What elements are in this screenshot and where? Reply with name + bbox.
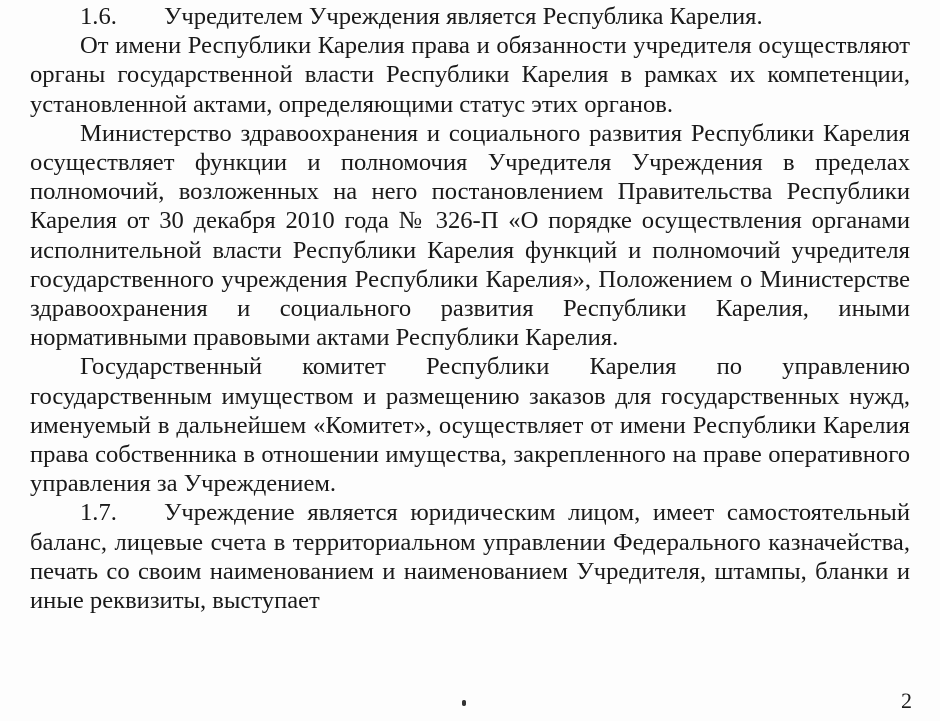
paragraph-text: От имени Республики Карелия права и обязанности учредителя осуществляют органы государственной власти Республики Карелия в рамках их компетенции, установленной актами, определяющими статус этих органов. [30,32,910,118]
paragraph-1-6 [30,2,910,31]
paragraph-text: Министерство здравоохранения и социального развития Республики Карелия осуществляет функции и полномочия Учредителя Учреждения в пределах полномочий, возложенных на него постановлением Правительства Республики Карелия от 30 декабря 2010 года № 326-П «О порядке осуществления органами исполнительной власти Республики Карелия функций и полномочий учредителя государственного учреждения Республики Карелия», Положением о Министерстве здравоохранения и социального развития Республики Карелия, иными нормативными правовыми актами Республики Карелия. [30,119,910,352]
paragraph-founder-rights [30,31,910,119]
paragraph-1-7 [30,498,910,615]
document-body [30,2,910,615]
paragraph-text: Государственный комитет Республики Карелия по управлению государственным имуществом и размещению заказов для государственных нужд, именуемый в дальнейшем «Комитет», осуществляет от имени Республики Карелия права собственника в отношении имущества, закрепленного на праве оперативного управления за Учреждением. [30,353,910,498]
page-number: 2 [901,688,912,713]
paragraph-text: Учреждение является юридическим лицом, имеет самостоятельный баланс, лицевые счета в территориальном управлении Федерального казначейства, печать со своим наименованием и наименованием Учредителя, штампы, бланки и иные реквизиты, выступает [30,499,910,615]
clause-number: 1.7. [80,499,117,527]
scan-speck [462,700,466,706]
paragraph-text: Учредителем Учреждения является Республика Карелия. [164,3,763,30]
clause-number: 1.6. [80,3,117,30]
paragraph-committee [30,352,910,498]
paragraph-ministry [30,119,910,353]
